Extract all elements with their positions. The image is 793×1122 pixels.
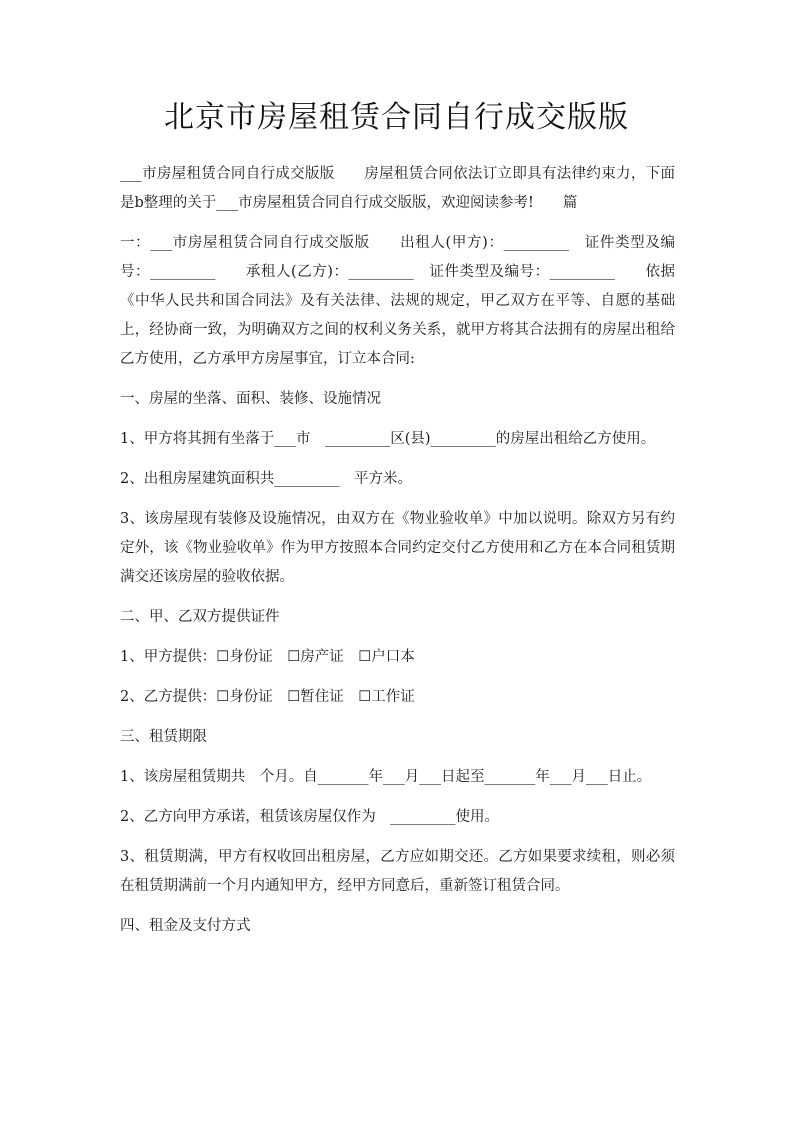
clause-2-2: 2、乙方提供：☐身份证 ☐暂住证 ☐工作证 bbox=[120, 689, 415, 705]
intro-paragraph: ___市房屋租赁合同自行成交版版 房屋租赁合同依法订立即具有法律约束力，下面是b整理的关于___市房屋租赁合同自行成交版版，欢迎阅读参考! 篇 bbox=[120, 166, 675, 211]
section-heading-2: 二、甲、乙双方提供证件 bbox=[120, 609, 280, 625]
document-body bbox=[120, 160, 675, 952]
clause-1-2: 2、出租房屋建筑面积共_________ 平方米。 bbox=[120, 471, 412, 487]
clause-1-1: 1、甲方将其拥有坐落于___市 _________区(县)_________的房屋出租给乙方使用。 bbox=[120, 431, 656, 447]
clause-3-1: 1、该房屋租赁期共 个月。自_______年___月___日起至_______年___月___日止。 bbox=[120, 769, 652, 785]
clause-3-3: 3、租赁期满，甲方有权收回出租房屋，乙方应如期交还。乙方如果要求续租，则必须在租赁期满前一个月内通知甲方，经甲方同意后，重新签订租赁合同。 bbox=[120, 849, 675, 894]
section-heading-1: 一、房屋的坐落、面积、装修、设施情况 bbox=[120, 391, 381, 407]
parties-paragraph: 一：___市房屋租赁合同自行成交版版 出租人(甲方)：_________ 证件类型及编号：_________ 承租人(乙方)：_________ 证件类型及编号：_________ 依据《中华人民共和国合同法》及有关法律、法规的规定，甲乙双方在平等、自愿的基础上，经协商一致，为明确双方之间的权利义务关系，就甲方将其合法拥有的房屋出租给乙方使用，乙方承甲方房屋事宜，订立本合同: bbox=[120, 235, 675, 367]
clause-1-3: 3、该房屋现有装修及设施情况，由双方在《物业验收单》中加以说明。除双方另有约定外，该《物业验收单》作为甲方按照本合同约定交付乙方使用和乙方在本合同租赁期满交还该房屋的验收依据。 bbox=[120, 511, 675, 585]
section-heading-4: 四、租金及支付方式 bbox=[120, 918, 251, 934]
clause-2-1: 1、甲方提供：☐身份证 ☐房产证 ☐户口本 bbox=[120, 649, 415, 665]
clause-3-2: 2、乙方向甲方承诺，租赁该房屋仅作为 _________使用。 bbox=[120, 809, 499, 825]
section-heading-3: 三、租赁期限 bbox=[120, 729, 207, 745]
document-title: 北京市房屋租赁合同自行成交版版 bbox=[164, 100, 629, 135]
